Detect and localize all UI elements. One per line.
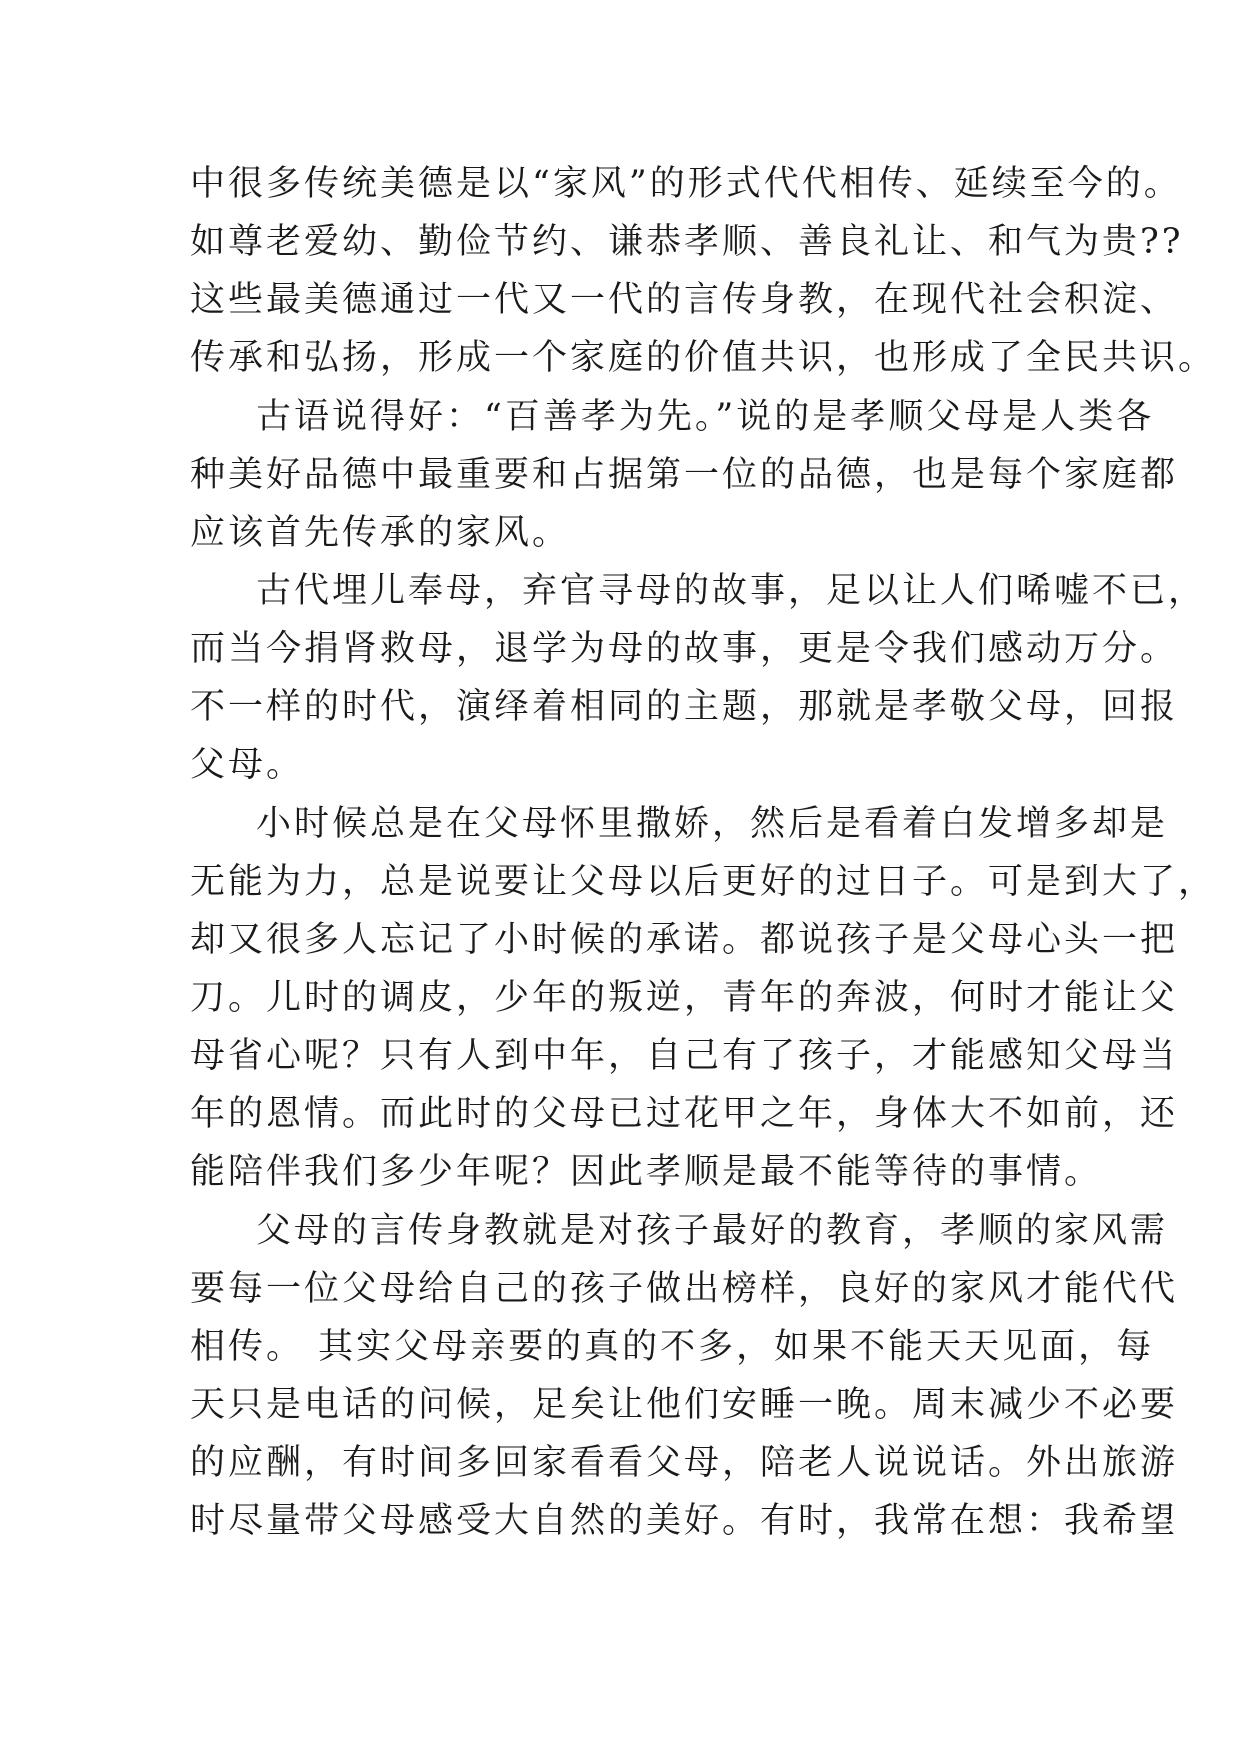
text-line: 时尽量带父母感受大自然的美好。有时，我常在想：我希望 [190,1501,1179,1541]
paragraph-start-line: 古语说得好：“百善孝为先。”说的是孝顺父母是人类各 [256,397,1155,437]
text-line: 却又很多人忘记了小时候的承诺。都说孩子是父母心头一把 [190,920,1179,960]
text-line: 能陪伴我们多少年呢？因此孝顺是最不能等待的事情。 [190,1152,1103,1192]
text-line: 母省心呢？只有人到中年，自己有了孩子，才能感知父母当 [190,1036,1179,1076]
text-line: 年的恩情。而此时的父母已过花甲之年，身体大不如前，还 [190,1094,1179,1134]
paragraph-start-line: 古代埋儿奉母，弃官寻母的故事，足以让人们唏嘘不已， [256,571,1207,611]
text-line: 如尊老爱幼、勤俭节约、谦恭孝顺、善良礼让、和气为贵?? [190,222,1184,262]
text-line: 刀。儿时的调皮，少年的叛逆，青年的奔波，何时才能让父 [190,978,1179,1018]
paragraph-start-line: 父母的言传身教就是对孩子最好的教育，孝顺的家风需 [256,1211,1169,1251]
text-line: 天只是电话的问候，足矣让他们安睡一晚。周末减少不必要 [190,1385,1179,1425]
text-line: 不一样的时代，演绎着相同的主题，那就是孝敬父母，回报 [190,687,1179,727]
text-line: 中很多传统美德是以“家风”的形式代代相传、延续至今的。 [190,164,1182,204]
text-line: 应该首先传承的家风。 [190,513,571,553]
text-line: 相传。 其实父母亲要的真的不多，如果不能天天见面，每 [190,1327,1155,1367]
text-line: 而当今捐肾救母，退学为母的故事，更是令我们感动万分。 [190,629,1179,669]
text-line: 父母。 [190,745,305,785]
paragraph-start-line: 小时候总是在父母怀里撒娇，然后是看着白发增多却是 [256,804,1169,844]
text-line: 要每一位父母给自己的孩子做出榜样，良好的家风才能代代 [190,1269,1179,1309]
text-line: 传承和弘扬，形成一个家庭的价值共识，也形成了全民共识。 [190,338,1217,378]
text-line: 种美好品德中最重要和占据第一位的品德，也是每个家庭都 [190,455,1179,495]
text-line: 这些最美德通过一代又一代的言传身教，在现代社会积淀、 [190,280,1179,320]
text-line: 的应酬，有时间多回家看看父母，陪老人说说话。外出旅游 [190,1443,1179,1483]
text-line: 无能为力，总是说要让父母以后更好的过日子。可是到大了， [190,862,1217,902]
